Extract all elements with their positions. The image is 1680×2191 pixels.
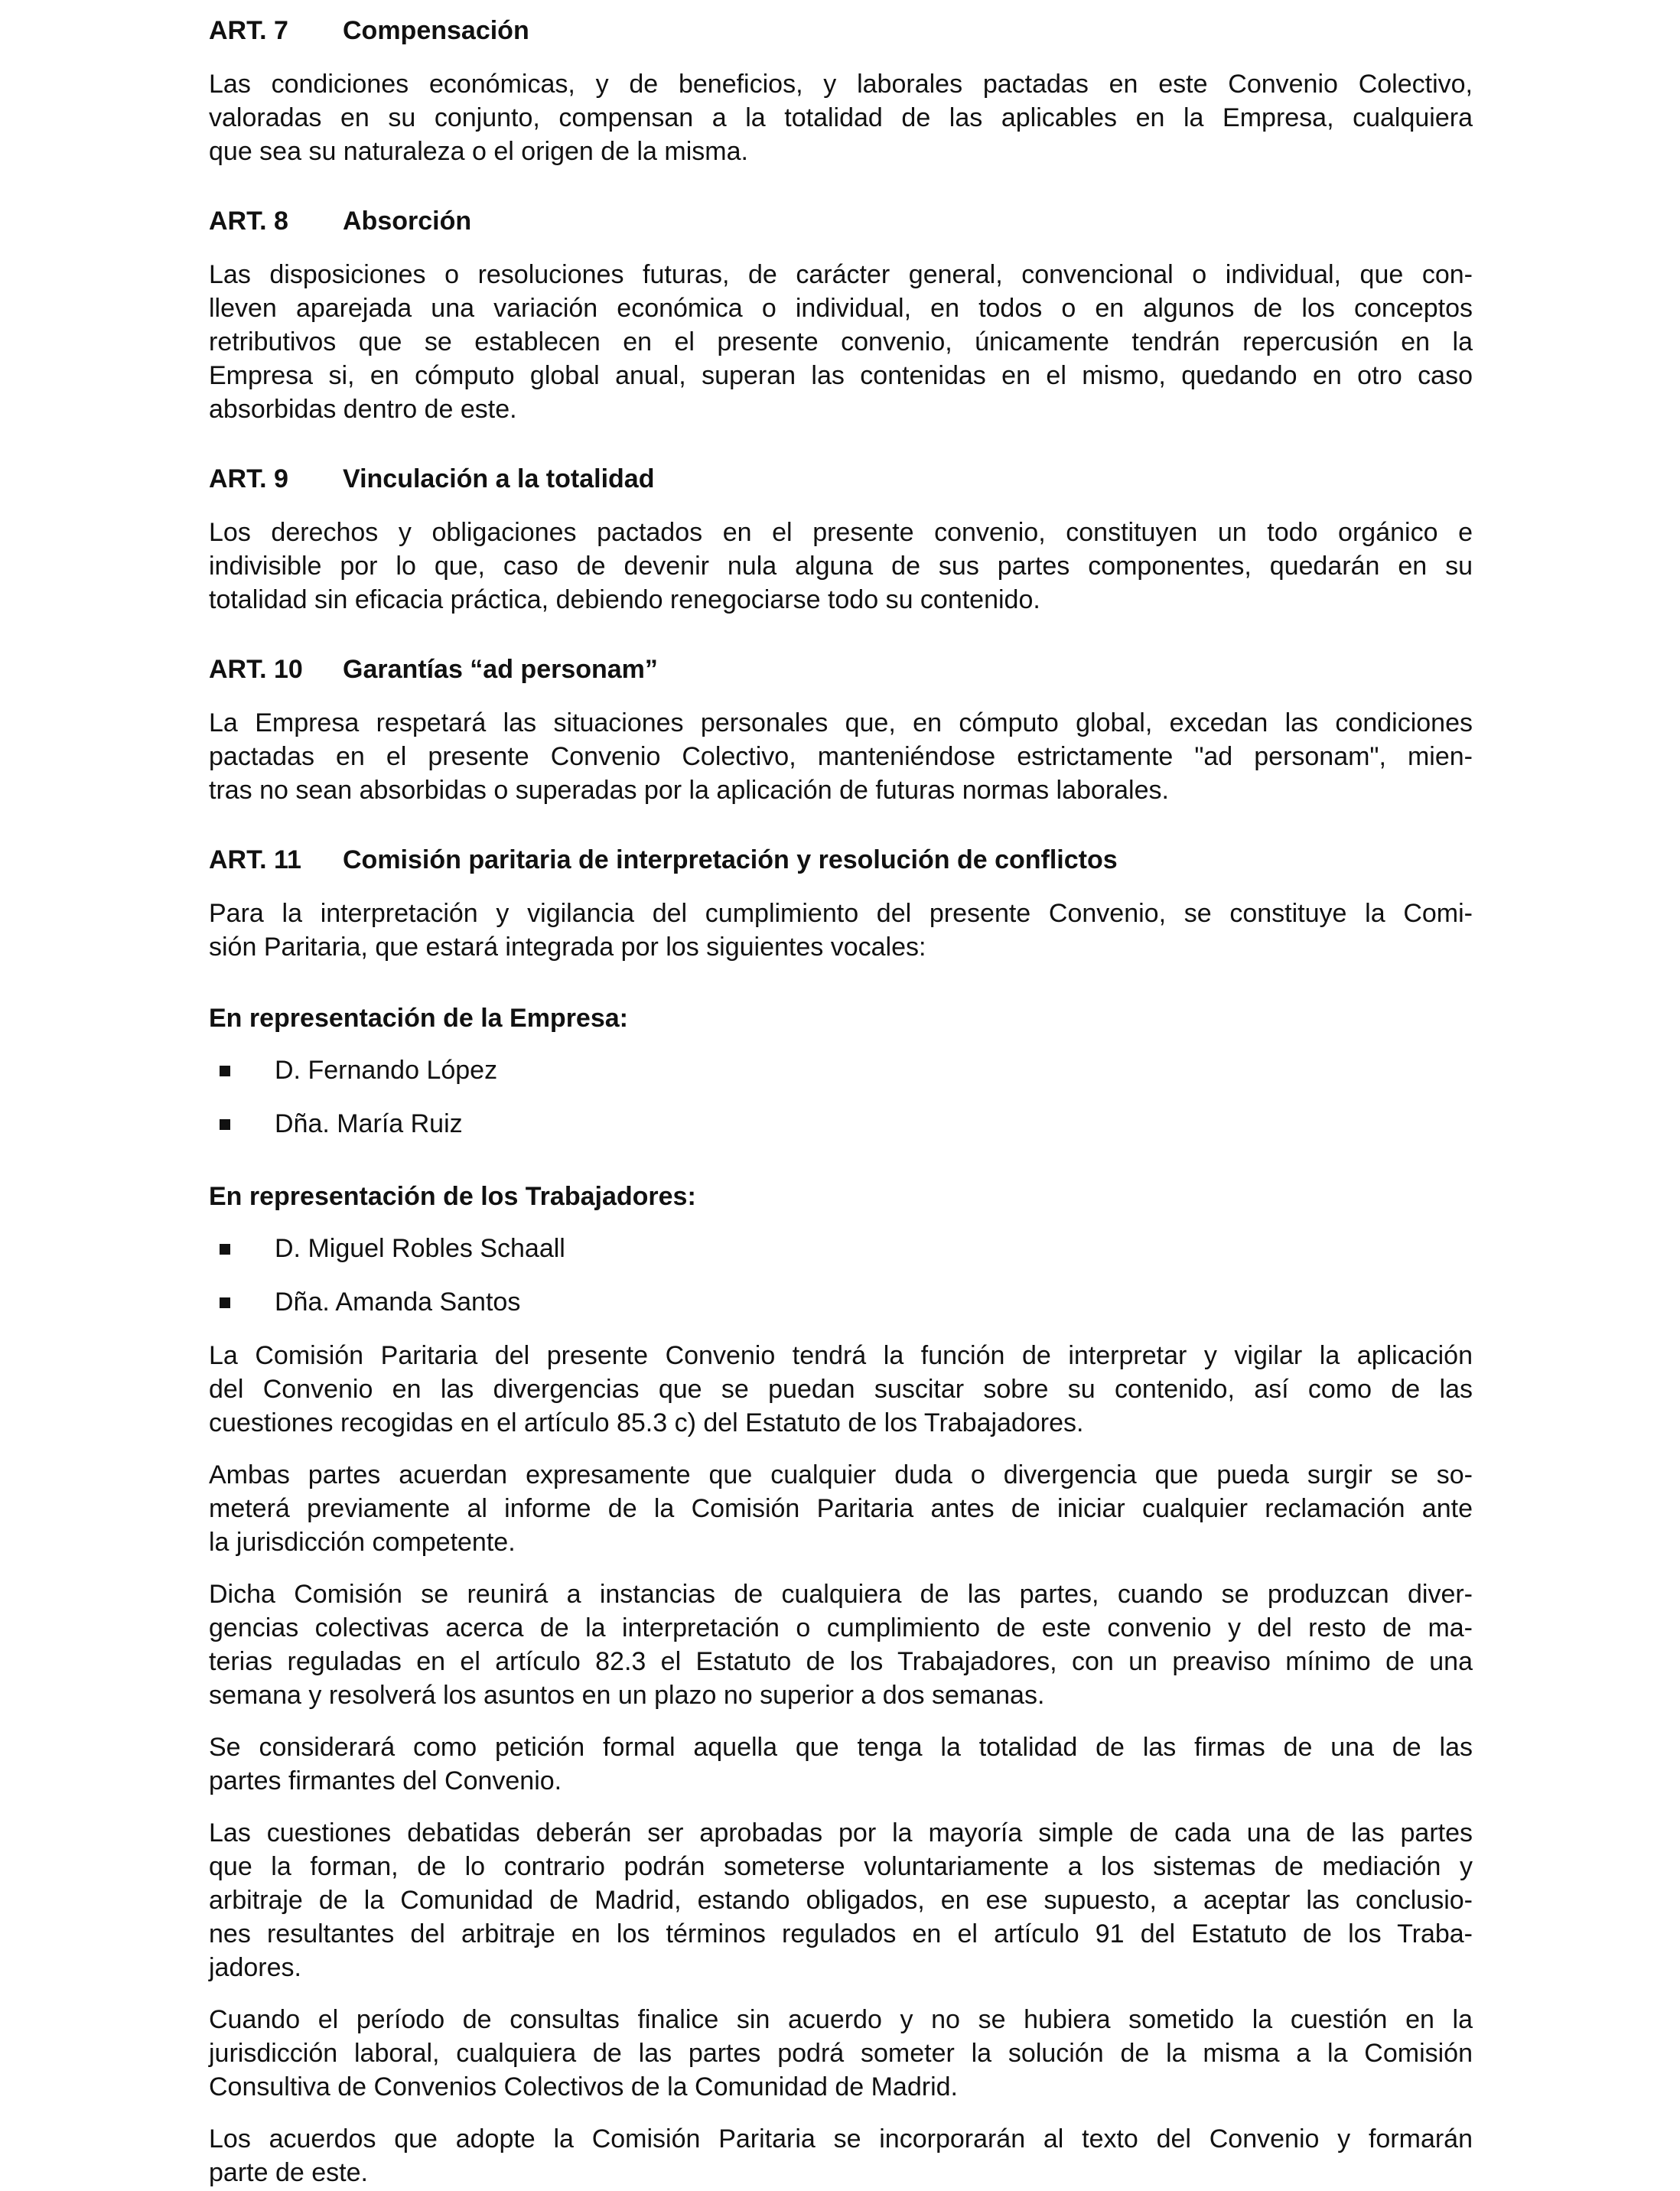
text-line: que la forman, de lo contrario podrán someterse voluntariamente a los sistemas de mediación y — [209, 1852, 1473, 1881]
article-heading — [209, 462, 1473, 496]
document-page — [209, 14, 1473, 2189]
paragraph — [209, 2003, 1473, 2104]
paragraph — [209, 1816, 1473, 1984]
paragraph — [209, 897, 1473, 964]
text-line: Consultiva de Convenios Colectivos de la Comunidad de Madrid. — [209, 2072, 958, 2101]
text-line: arbitraje de la Comunidad de Madrid, estando obligados, en ese supuesto, a aceptar las conclusio- — [209, 1886, 1473, 1915]
square-bullet-icon — [220, 1297, 230, 1308]
list-item — [209, 1285, 1473, 1319]
text-line: gencias colectivas acerca de la interpretación o cumplimiento de este convenio y del resto de ma- — [209, 1613, 1473, 1642]
article-title: Compensación — [343, 16, 529, 45]
text-line: Las condiciones económicas, y de beneficios, y laborales pactadas en este Convenio Colectivo, — [209, 70, 1473, 99]
text-line: Se considerará como petición formal aquella que tenga la totalidad de las firmas de una de las — [209, 1733, 1473, 1762]
text-line: que sea su naturaleza o el origen de la misma. — [209, 137, 748, 166]
article-title: Absorción — [343, 207, 472, 236]
text-line: sión Paritaria, que estará integrada por los siguientes vocales: — [209, 933, 926, 962]
list-item — [209, 1053, 1473, 1087]
paragraph — [209, 67, 1473, 168]
article-number: ART. 7 — [209, 16, 288, 45]
text-line: retributivos que se establecen en el presente convenio, únicamente tendrán repercusión en la — [209, 327, 1473, 356]
text-line: La Empresa respetará las situaciones personales que, en cómputo global, excedan las condiciones — [209, 708, 1473, 737]
text-line: Las disposiciones o resoluciones futuras, de carácter general, convencional o individual, que con- — [209, 260, 1473, 289]
paragraph — [209, 2122, 1473, 2189]
text-line: lleven aparejada una variación económica o individual, en todos o en algunos de los conceptos — [209, 294, 1473, 323]
square-bullet-icon — [220, 1119, 230, 1130]
text-line: Los acuerdos que adopte la Comisión Paritaria se incorporarán al texto del Convenio y formarán — [209, 2124, 1473, 2154]
paragraph — [209, 258, 1473, 426]
text-line: cuestiones recogidas en el artículo 85.3 c) del Estatuto de los Trabajadores. — [209, 1408, 1084, 1437]
text-line: parte de este. — [209, 2158, 368, 2187]
article-heading — [209, 204, 1473, 238]
article-number: ART. 9 — [209, 464, 288, 493]
paragraph — [209, 706, 1473, 807]
list-item-text: D. Miguel Robles Schaall — [275, 1234, 565, 1263]
text-line: meterá previamente al informe de la Comisión Paritaria antes de iniciar cualquier reclamación ante — [209, 1494, 1473, 1523]
text-line: indivisible por lo que, caso de devenir nula alguna de sus partes componentes, quedarán en su — [209, 552, 1473, 581]
text-line: La Comisión Paritaria del presente Convenio tendrá la función de interpretar y vigilar la aplicación — [209, 1341, 1473, 1370]
paragraph — [209, 1339, 1473, 1440]
article-number: ART. 11 — [209, 845, 301, 874]
text-line: del Convenio en las divergencias que se puedan suscitar sobre su contenido, así como de las — [209, 1375, 1473, 1404]
article-heading — [209, 14, 1473, 47]
text-line: terias reguladas en el artículo 82.3 el Estatuto de los Trabajadores, con un preaviso mínimo de una — [209, 1647, 1473, 1676]
text-line: Ambas partes acuerdan expresamente que cualquier duda o divergencia que pueda surgir se so- — [209, 1460, 1473, 1489]
text-line: pactadas en el presente Convenio Colectivo, manteniéndose estrictamente "ad personam", mien- — [209, 742, 1473, 771]
list-item — [209, 1232, 1473, 1265]
article-title: Comisión paritaria de interpretación y resolución de conflictos — [343, 845, 1118, 874]
text-line: Las cuestiones debatidas deberán ser aprobadas por la mayoría simple de cada una de las partes — [209, 1818, 1473, 1848]
text-line: nes resultantes del arbitraje en los términos regulados en el artículo 91 del Estatuto de los Traba- — [209, 1919, 1473, 1948]
square-bullet-icon — [220, 1244, 230, 1255]
paragraph — [209, 1730, 1473, 1798]
text-line: absorbidas dentro de este. — [209, 395, 517, 424]
list-item — [209, 1107, 1473, 1141]
article-number: ART. 8 — [209, 207, 288, 236]
text-line: Para la interpretación y vigilancia del cumplimiento del presente Convenio, se constituye la Comi- — [209, 899, 1473, 928]
text-line: semana y resolverá los asuntos en un plazo no superior a dos semanas. — [209, 1681, 1045, 1710]
text-line: valoradas en su conjunto, compensan a la totalidad de las aplicables en la Empresa, cualquiera — [209, 103, 1473, 132]
list-item-text: D. Fernando López — [275, 1056, 498, 1085]
article-number: ART. 10 — [209, 655, 303, 684]
article-title: Garantías “ad personam” — [343, 655, 658, 684]
paragraph — [209, 1458, 1473, 1559]
article-title: Vinculación a la totalidad — [343, 464, 655, 493]
text-line: la jurisdicción competente. — [209, 1528, 516, 1557]
list-item-text: Dña. María Ruiz — [275, 1109, 463, 1138]
text-line: Dicha Comisión se reunirá a instancias de cualquiera de las partes, cuando se produzcan diver- — [209, 1580, 1473, 1609]
text-line: Cuando el período de consultas finalice sin acuerdo y no se hubiera sometido la cuestión en la — [209, 2005, 1473, 2034]
text-line: jadores. — [209, 1953, 301, 1982]
text-line: Los derechos y obligaciones pactados en el presente convenio, constituyen un todo orgánico e — [209, 518, 1473, 547]
article-heading — [209, 653, 1473, 686]
section-subheading: En representación de los Trabajadores: — [209, 1182, 696, 1211]
text-line: jurisdicción laboral, cualquiera de las partes podrá someter la solución de la misma a la Comisión — [209, 2039, 1473, 2068]
text-line: tras no sean absorbidas o superadas por la aplicación de futuras normas laborales. — [209, 776, 1169, 805]
paragraph — [209, 1577, 1473, 1712]
list-item-text: Dña. Amanda Santos — [275, 1288, 521, 1317]
square-bullet-icon — [220, 1066, 230, 1076]
section-subheading: En representación de la Empresa: — [209, 1004, 628, 1033]
text-line: Empresa si, en cómputo global anual, superan las contenidas en el mismo, quedando en otro caso — [209, 361, 1473, 390]
text-line: partes firmantes del Convenio. — [209, 1766, 562, 1795]
paragraph — [209, 516, 1473, 617]
text-line: totalidad sin eficacia práctica, debiendo renegociarse todo su contenido. — [209, 585, 1040, 614]
article-heading — [209, 843, 1473, 877]
